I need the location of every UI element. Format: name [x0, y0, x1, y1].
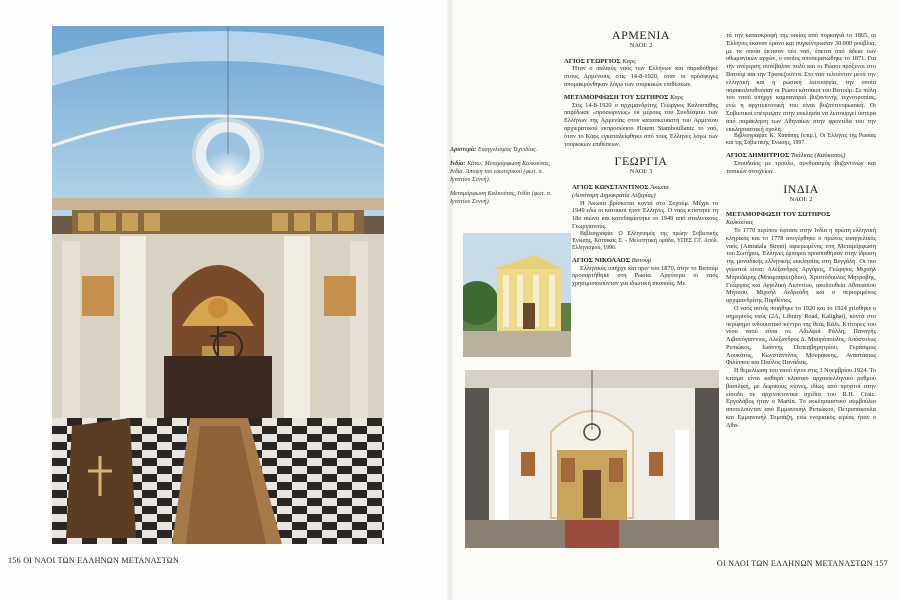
book-gutter [446, 0, 454, 600]
church-text: Στις 14-8-1920 ο αρχιμανδρίτης Γεώργιος Καλοσπίθης παρέδωσε «προσωρινώς» εκ μέρους του Συνδέσμου των Ελλήνων της Αρμενίας στον κατασκευαστή του Αρμενίου αρχιερατικού εκπροσώπου Hotem Stamboullantz το ναό, όταν το Καρς εγκαταλείφθηκε από τους Έλληνες λόγω των τουρκικών επιθέσεων. [564, 101, 718, 148]
caption-india-interior: Ινδία: Κάτω: Μεταμόρφωση Καλκούτας, Ινδία. Άποψη του εσωτερικού (φωτ. π. Ιγνατίου Σεννή). [450, 160, 551, 183]
bibliography: Βιβλιογραφία: Ο Ελληνισμός της πρώην Σοβιετικής Ένωσης, Κάτσικας Σ. - Μελετητική ομάδα, ΥΠΕΣ Γ.Γ. Απόδ. Ελληνισμού, 1996. [572, 230, 718, 251]
church-interior-photo [52, 26, 384, 544]
church-text: Ελληνικός υπήρχε και πριν του 1870, στην το Βατούμ προσαρτήθηκε στη Ρωσία. Αργότερα οι ναός χρησιμοποιούνταν για ιδιωτική σκοπούς. Με [572, 264, 718, 288]
church-text: Ήταν ο παλαιός ναός των Ελλήνων και παραδόθηκε στους Αρμένιους στις 14-8-1920, όταν οι πρόσφυγες απομακρύνθηκαν λόγω των τουρκικών επιθέσεων. [564, 65, 718, 88]
country-heading-armenia: ΑΡΜΕΝΙΑ [611, 28, 671, 42]
caption-left-photo: Αριστερά: Ευαγγελισμός Τεχνιδίας. [450, 146, 538, 153]
church-place: Καλκούτας [726, 219, 754, 227]
church-title: ΜΕΤΑΜΟΡΦΩΣΗ ΤΟΥ ΣΩΤΗΡΟΣ [726, 211, 831, 219]
church-text: Το 1770 περίπου έφτασε στην Ινδία η πρώτη ελληνική κληρικός και το 1778 ανεγέρθηκε ο πρώτος ευαγγελικός ναός (Amratala Street) αφιερωμένος στη Μεταμόρφωση του Σωτήρος. Έλληνες έμποροι προσπαθήσαν στην ίδρυση της μοναδικής ελληνικής εκκλησίας στη Βεγγάλη. Οι πιο γνωστοί είναι: Αλέξανδρος Αργύρος, Γεώργιος Μιχαήλ Μπροδάρης (Μπαμπαρέτζιδου), Χριστόδουλος Μητροβής, Γεώργιος και Αγγελική Λεοντίου, ακολουθεία Αθανασίου Μήτσου, Μιχαήλ Ανδρεάδη και ο περιοριμένος αρχιμανδρίτης Παρθένιος. [726, 226, 876, 305]
india-church-interior-photo [465, 370, 719, 548]
church-count-georgia: ΝΑΟΙ: 3 [629, 168, 653, 176]
georgia-church-photo [463, 233, 571, 357]
page-folio-left: 156 ΟΙ ΝΑΟΙ ΤΩΝ ΕΛΛΗΝΩΝ ΜΕΤΑΝΑΣΤΩΝ [8, 556, 180, 565]
text-column-2 [726, 32, 876, 430]
page-folio-right: ΟΙ ΝΑΟΙ ΤΩΝ ΕΛΛΗΝΩΝ ΜΕΤΑΝΑΣΤΩΝ 157 [716, 559, 888, 568]
church-text: Ο ναός αυτός ποιήθηκε το 1920 και το 1924 χτίσθηκε ο σημερινός ναός (2A, Library Road, Kalighat), κοντά στο περίφημο ινδουιστικό κέντρο της θεάς Κάλι. Κτίτορες του νέου ναού είναι οι: Αδελφοί Ράλλη, Παναγής Λιβανόγιαννιος, Αλέξανδρος Δ. Μαυρόπουλος, Απόστολος Ρεπιώκος, Ιωάννης Πεπεαβημητρίου, Γεράσιμος Λουκάτος, Κωνσταντίνος Μουράκκης, Αναστάσιος Φιλίππου και Παύλος Πανάδιας. [726, 304, 876, 367]
church-title: ΑΓΙΟΣ ΔΗΜΗΤΡΙΟΣ Τσάλκας (Καύκασος) [726, 152, 846, 160]
text-column-1 [564, 28, 718, 288]
church-title: ΜΕΤΑΜΟΡΦΩΣΗ ΤΟΥ ΣΩΤΗΡΟΣ Καρς [564, 93, 684, 101]
caption-india-exterior: Μεταμόρφωση Καλκούτας, Ινδία (φωτ. π. Ιγνατίου Σεννή). [450, 190, 552, 205]
church-title: ΑΓΙΟΣ ΚΩΝΣΤΑΝΤΙΝΟΣ Άκωπα [572, 183, 669, 191]
church-text: Σπουδαίος με τρούλο, συνδυασμός βυζαντινών και τοπικών στοιχείων. [726, 160, 876, 175]
church-text: Η θεμελίωση του ναού έγινε στις 3 Νοεμβρίου 1924. Το κτίσμα είναι καθαρά κλασικό αρχαιοελληνικό ρυθμού βασιλική, με δωρικούς κίονες, ιδίως από προστοί στην είσοδο σε αρχιτεκτονικά σχέδια του R.H. Craic. Εργολάβος ήταν ο Martin. Το εκκλησιαστικό συμβούλιο αποτελούνταν από Εμμανουήλ Ρεπιώκου, Πετροπάκουλα και Εμμανουήλ Τομπάζη, ενώ ενοριακός ιερέας ήταν ο Αθα- [726, 367, 876, 429]
bibliography: Βιβλιογραφία: Κ. Χασάπης (επιμ.), Οι Έλληνες της Ρωσίας και της Σοβιετικής Ένωσης, 1997. [726, 133, 876, 147]
church-count-india: ΝΑΟΙ: 2 [789, 195, 813, 203]
country-heading-georgia: ΓΕΩΡΓΙΑ [614, 154, 668, 169]
country-heading-india: ΙΝΔΙΑ [783, 181, 819, 196]
church-text: τά την κατασκροφή της οικίας από πυρκαγιά το 1865, οι Έλληνες έκαναν έρανο και συγκέντρωσαν 30.000 ρούβλια, με τα οποία έκτισαν νέο ναό, έπειτα από άδεια των οθωμανικών αρχών, ο οποίος αποπερατώθηκε το 1871. Για την ανέγερση συνέβαλαν πολύ και οι Ρώσοι πρόξενοι στο Βατούμ και την Τραπεζούντα. Στο ναό τελούνταν μετά την ελληνική και η ρωσική λειτουργία, την οποία παρακολουθούσαν οι Ρώσοι κάτοικοι του Βατούμ. Σε πόλη του ναού υπήρχε καμπαναριό βυζαντινής τεχνοτροπίας, ενώ η αρχιτεκτονική του είναι βυζαντινορωσική. Οι Σοβιετικοί επέτρεψαν στην εκκλησία να λειτουργεί ύστερα από παράκληση των Αθηναίων στην φροντίδα του την εκκλησιαστική σχολή. [726, 32, 876, 133]
church-text: Η Άκωπα βρίσκεται κοντά στο Σοχούμ. Μέχρι το 1949 εδώ οι κάτοικοι ήταν Έλληνες. Ο ναός κτίστηκε τη 18ο αιώνα και κατεδαφίστηκε το 1949 από σταλινικούς Γεωργιανούς. [572, 199, 718, 230]
church-subtitle: (Αυτόνομη Δημοκρατία Ατζαρίας) [572, 191, 656, 199]
church-title: ΑΓΙΟΣ ΝΙΚΟΛΑΟΣ Βατούμ [572, 256, 652, 264]
church-count-armenia: ΝΑΟΙ: 2 [629, 41, 653, 49]
church-title: ΑΓΙΟΣ ΓΕΩΡΓΙΟΣ Καρς [564, 57, 636, 65]
